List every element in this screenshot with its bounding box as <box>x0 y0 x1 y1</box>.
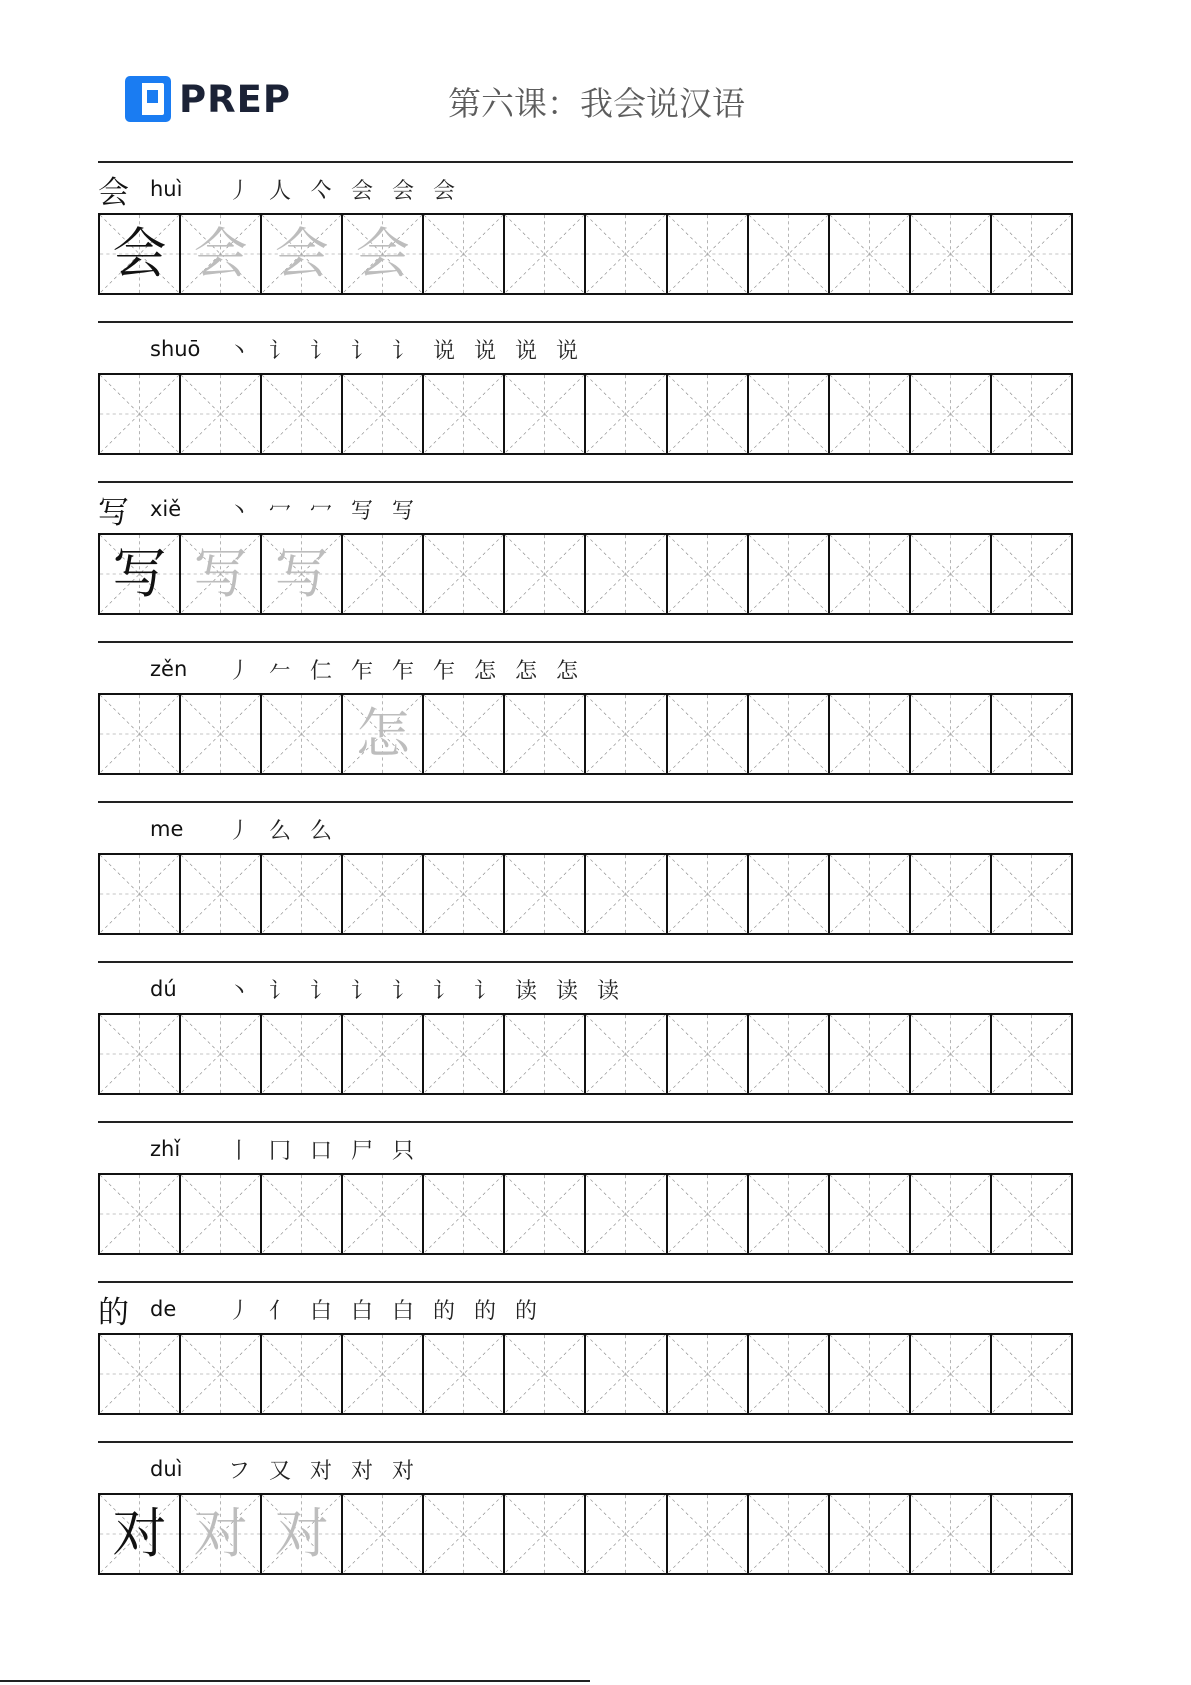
row-header <box>98 969 1073 1009</box>
writing-cell[interactable] <box>911 1175 992 1253</box>
cell-guide-lines <box>992 1335 1071 1413</box>
writing-cell[interactable] <box>181 1015 262 1093</box>
cell-guide-lines <box>668 1495 747 1573</box>
trace-character: 对 <box>274 1502 329 1565</box>
row-divider <box>98 1441 1073 1443</box>
model-character: 写 <box>112 542 167 605</box>
writing-cell[interactable] <box>343 1015 424 1093</box>
writing-grid <box>98 533 1073 615</box>
writing-cell[interactable] <box>100 535 181 613</box>
cell-guide-lines <box>749 215 828 293</box>
cell-guide-lines <box>911 695 990 773</box>
row-character: 的 <box>98 1294 129 1331</box>
cell-guide-lines <box>424 1495 503 1573</box>
writing-cell[interactable] <box>830 215 911 293</box>
cell-guide-lines <box>911 1495 990 1573</box>
cell-guide-lines <box>830 695 909 773</box>
cell-guide-lines <box>830 215 909 293</box>
writing-cell[interactable] <box>586 375 667 453</box>
writing-cell[interactable] <box>668 215 749 293</box>
trace-character: 会 <box>274 222 329 285</box>
trace-character: 怎 <box>355 702 410 765</box>
cell-guide-lines <box>749 1015 828 1093</box>
cell-guide-lines <box>505 535 584 613</box>
cell-guide-lines <box>343 375 422 453</box>
cell-guide-lines <box>830 1335 909 1413</box>
cell-guide-lines <box>911 1015 990 1093</box>
writing-cell[interactable] <box>181 695 262 773</box>
writing-cell[interactable] <box>343 215 424 293</box>
writing-cell[interactable] <box>181 1495 262 1573</box>
row-stroke-order: 丶 讠 讠 讠 讠 说 说 说 说 <box>228 338 584 364</box>
cell-guide-lines <box>262 695 341 773</box>
cell-guide-lines <box>424 855 503 933</box>
writing-cell[interactable] <box>586 695 667 773</box>
row-divider <box>98 641 1073 643</box>
page-title: 第六课：我会说汉语 <box>448 84 745 123</box>
writing-grid <box>98 693 1073 775</box>
row-pinyin: dú <box>150 977 177 1001</box>
writing-cell[interactable] <box>424 215 505 293</box>
writing-cell[interactable] <box>749 375 830 453</box>
cell-guide-lines <box>262 375 341 453</box>
cell-guide-lines <box>749 535 828 613</box>
writing-cell[interactable] <box>343 855 424 933</box>
writing-cell[interactable] <box>424 1495 505 1573</box>
writing-cell[interactable] <box>343 1335 424 1413</box>
cell-guide-lines <box>668 215 747 293</box>
row-divider <box>98 961 1073 963</box>
cell-guide-lines <box>911 1335 990 1413</box>
writing-cell[interactable] <box>505 215 586 293</box>
row-stroke-order: 丶 冖 冖 写 写 <box>228 498 420 524</box>
writing-cell[interactable] <box>992 855 1073 933</box>
cell-guide-lines <box>586 695 665 773</box>
practice-row <box>98 961 1073 1121</box>
cell-guide-lines <box>668 1015 747 1093</box>
cell-guide-lines <box>992 1175 1071 1253</box>
writing-cell[interactable] <box>262 1495 343 1573</box>
row-divider <box>98 161 1073 163</box>
cell-guide-lines <box>992 1495 1071 1573</box>
writing-cell[interactable] <box>992 1495 1073 1573</box>
cell-guide-lines <box>262 855 341 933</box>
cell-guide-lines <box>262 1335 341 1413</box>
writing-cell[interactable] <box>830 1175 911 1253</box>
writing-cell[interactable] <box>668 375 749 453</box>
writing-cell[interactable] <box>262 375 343 453</box>
cell-guide-lines <box>424 1015 503 1093</box>
cell-guide-lines <box>992 1015 1071 1093</box>
writing-cell[interactable] <box>668 1175 749 1253</box>
cell-guide-lines <box>586 1495 665 1573</box>
cell-guide-lines <box>830 375 909 453</box>
writing-cell[interactable] <box>181 535 262 613</box>
practice-row <box>98 641 1073 801</box>
cell-guide-lines <box>911 1175 990 1253</box>
writing-cell[interactable] <box>586 535 667 613</box>
row-header <box>98 649 1073 689</box>
row-divider <box>98 801 1073 803</box>
cell-guide-lines <box>100 695 179 773</box>
cell-guide-lines <box>992 535 1071 613</box>
row-pinyin: de <box>150 1297 177 1321</box>
cell-guide-lines <box>830 855 909 933</box>
writing-grid <box>98 1013 1073 1095</box>
cell-guide-lines <box>343 1335 422 1413</box>
writing-cell[interactable] <box>911 1015 992 1093</box>
cell-guide-lines <box>343 1175 422 1253</box>
writing-cell[interactable] <box>911 1495 992 1573</box>
writing-cell[interactable] <box>992 535 1073 613</box>
logo-text: PREP <box>179 77 292 121</box>
cell-guide-lines <box>343 1495 422 1573</box>
cell-guide-lines <box>181 375 260 453</box>
writing-cell[interactable] <box>424 855 505 933</box>
writing-cell[interactable] <box>668 695 749 773</box>
writing-cell[interactable] <box>262 695 343 773</box>
cell-guide-lines <box>586 375 665 453</box>
writing-cell[interactable] <box>262 215 343 293</box>
row-divider <box>98 321 1073 323</box>
writing-cell[interactable] <box>505 1015 586 1093</box>
writing-cell[interactable] <box>668 1495 749 1573</box>
writing-cell[interactable] <box>749 695 830 773</box>
practice-rows <box>98 161 1073 1601</box>
writing-cell[interactable] <box>100 1175 181 1253</box>
writing-grid <box>98 1173 1073 1255</box>
writing-cell[interactable] <box>830 695 911 773</box>
writing-cell[interactable] <box>668 1335 749 1413</box>
writing-cell[interactable] <box>911 535 992 613</box>
row-header <box>98 1289 1073 1329</box>
cell-guide-lines <box>749 855 828 933</box>
cell-guide-lines <box>992 215 1071 293</box>
row-stroke-order: 丿 亻 白 白 白 的 的 的 <box>228 1298 543 1324</box>
row-character: 写 <box>98 494 129 531</box>
writing-grid <box>98 1493 1073 1575</box>
cell-guide-lines <box>343 855 422 933</box>
cell-guide-lines <box>749 1175 828 1253</box>
writing-cell[interactable] <box>505 695 586 773</box>
writing-cell[interactable] <box>262 1015 343 1093</box>
row-header <box>98 169 1073 209</box>
writing-cell[interactable] <box>749 1175 830 1253</box>
writing-cell[interactable] <box>992 375 1073 453</box>
writing-cell[interactable] <box>992 215 1073 293</box>
row-stroke-order: 丨 冂 口 尸 只 <box>228 1138 420 1164</box>
writing-cell[interactable] <box>749 535 830 613</box>
cell-guide-lines <box>668 695 747 773</box>
writing-cell[interactable] <box>505 535 586 613</box>
writing-cell[interactable] <box>586 1495 667 1573</box>
writing-cell[interactable] <box>749 1335 830 1413</box>
cell-guide-lines <box>505 215 584 293</box>
cell-guide-lines <box>586 855 665 933</box>
writing-cell[interactable] <box>100 375 181 453</box>
row-stroke-order: 丿 么 么 <box>228 818 338 844</box>
row-pinyin: zhǐ <box>150 1137 181 1161</box>
cell-guide-lines <box>586 215 665 293</box>
row-character: 会 <box>98 174 129 211</box>
writing-cell[interactable] <box>992 1175 1073 1253</box>
row-pinyin: xiě <box>150 497 182 521</box>
practice-row <box>98 1281 1073 1441</box>
cell-guide-lines <box>668 535 747 613</box>
cell-guide-lines <box>100 1335 179 1413</box>
cell-guide-lines <box>424 535 503 613</box>
cell-guide-lines <box>424 215 503 293</box>
cell-guide-lines <box>424 1335 503 1413</box>
writing-cell[interactable] <box>424 695 505 773</box>
writing-cell[interactable] <box>749 1015 830 1093</box>
row-stroke-order: 丶 讠 讠 讠 讠 讠 讠 读 读 读 <box>228 978 625 1004</box>
cell-guide-lines <box>181 855 260 933</box>
writing-cell[interactable] <box>749 215 830 293</box>
cell-guide-lines <box>505 695 584 773</box>
cell-guide-lines <box>181 1175 260 1253</box>
row-header <box>98 1129 1073 1169</box>
row-header <box>98 1449 1073 1489</box>
writing-cell[interactable] <box>100 1335 181 1413</box>
writing-cell[interactable] <box>100 695 181 773</box>
writing-cell[interactable] <box>911 375 992 453</box>
writing-cell[interactable] <box>830 855 911 933</box>
row-stroke-order: 丿 人 亽 会 会 会 <box>228 178 461 204</box>
trace-character: 会 <box>193 222 248 285</box>
writing-grid <box>98 1333 1073 1415</box>
writing-cell[interactable] <box>262 1175 343 1253</box>
writing-cell[interactable] <box>911 855 992 933</box>
trace-character: 会 <box>355 222 410 285</box>
writing-cell[interactable] <box>343 695 424 773</box>
model-character: 会 <box>112 222 167 285</box>
writing-grid <box>98 373 1073 455</box>
writing-cell[interactable] <box>505 375 586 453</box>
cell-guide-lines <box>424 375 503 453</box>
writing-cell[interactable] <box>586 1335 667 1413</box>
writing-cell[interactable] <box>586 855 667 933</box>
cell-guide-lines <box>668 1175 747 1253</box>
cell-guide-lines <box>586 1175 665 1253</box>
writing-cell[interactable] <box>992 1015 1073 1093</box>
writing-grid <box>98 213 1073 295</box>
cell-guide-lines <box>830 1495 909 1573</box>
writing-cell[interactable] <box>830 1015 911 1093</box>
writing-cell[interactable] <box>830 1495 911 1573</box>
cell-guide-lines <box>911 855 990 933</box>
writing-grid <box>98 853 1073 935</box>
row-divider <box>98 1281 1073 1283</box>
footer-divider <box>0 1680 590 1682</box>
page-header <box>0 0 1191 150</box>
row-header <box>98 809 1073 849</box>
writing-cell[interactable] <box>262 855 343 933</box>
writing-cell[interactable] <box>100 855 181 933</box>
cell-guide-lines <box>586 535 665 613</box>
practice-row <box>98 1441 1073 1601</box>
cell-guide-lines <box>586 1015 665 1093</box>
row-header <box>98 329 1073 369</box>
writing-cell[interactable] <box>505 1335 586 1413</box>
writing-cell[interactable] <box>505 855 586 933</box>
cell-guide-lines <box>911 535 990 613</box>
prep-logo-icon <box>125 76 171 122</box>
writing-cell[interactable] <box>505 1175 586 1253</box>
cell-guide-lines <box>505 1495 584 1573</box>
row-pinyin: zěn <box>150 657 188 681</box>
trace-character: 写 <box>193 542 248 605</box>
cell-guide-lines <box>749 375 828 453</box>
row-pinyin: duì <box>150 1457 183 1481</box>
row-pinyin: huì <box>150 177 183 201</box>
writing-cell[interactable] <box>830 375 911 453</box>
cell-guide-lines <box>181 1335 260 1413</box>
writing-cell[interactable] <box>668 855 749 933</box>
practice-row <box>98 321 1073 481</box>
writing-cell[interactable] <box>181 1175 262 1253</box>
writing-cell[interactable] <box>911 695 992 773</box>
prep-logo <box>125 76 291 122</box>
row-divider <box>98 481 1073 483</box>
writing-cell[interactable] <box>586 1175 667 1253</box>
cell-guide-lines <box>181 695 260 773</box>
cell-guide-lines <box>992 695 1071 773</box>
writing-cell[interactable] <box>505 1495 586 1573</box>
cell-guide-lines <box>830 1175 909 1253</box>
writing-cell[interactable] <box>181 1335 262 1413</box>
cell-guide-lines <box>100 375 179 453</box>
cell-guide-lines <box>992 375 1071 453</box>
trace-character: 写 <box>274 542 329 605</box>
cell-guide-lines <box>505 1015 584 1093</box>
writing-cell[interactable] <box>424 375 505 453</box>
practice-row <box>98 801 1073 961</box>
cell-guide-lines <box>586 1335 665 1413</box>
writing-cell[interactable] <box>586 1015 667 1093</box>
writing-cell[interactable] <box>100 1495 181 1573</box>
cell-guide-lines <box>749 1495 828 1573</box>
row-stroke-order: 丿 𠂉 仁 乍 乍 乍 怎 怎 怎 <box>228 658 584 684</box>
cell-guide-lines <box>911 375 990 453</box>
cell-guide-lines <box>100 855 179 933</box>
cell-guide-lines <box>830 1015 909 1093</box>
writing-cell[interactable] <box>749 855 830 933</box>
writing-cell[interactable] <box>181 855 262 933</box>
practice-row <box>98 161 1073 321</box>
writing-cell[interactable] <box>100 215 181 293</box>
cell-guide-lines <box>505 855 584 933</box>
cell-guide-lines <box>505 1175 584 1253</box>
writing-cell[interactable] <box>424 1175 505 1253</box>
writing-cell[interactable] <box>749 1495 830 1573</box>
row-header <box>98 489 1073 529</box>
writing-cell[interactable] <box>262 535 343 613</box>
writing-cell[interactable] <box>586 215 667 293</box>
writing-cell[interactable] <box>668 1015 749 1093</box>
row-pinyin: me <box>150 817 184 841</box>
model-character: 对 <box>112 1502 167 1565</box>
cell-guide-lines <box>911 215 990 293</box>
writing-cell[interactable] <box>668 535 749 613</box>
cell-guide-lines <box>424 695 503 773</box>
cell-guide-lines <box>505 375 584 453</box>
writing-cell[interactable] <box>992 695 1073 773</box>
trace-character: 对 <box>193 1502 248 1565</box>
writing-cell[interactable] <box>343 535 424 613</box>
row-divider <box>98 1121 1073 1123</box>
cell-guide-lines <box>505 1335 584 1413</box>
cell-guide-lines <box>262 1015 341 1093</box>
cell-guide-lines <box>668 855 747 933</box>
writing-cell[interactable] <box>343 375 424 453</box>
cell-guide-lines <box>181 1015 260 1093</box>
writing-cell[interactable] <box>992 1335 1073 1413</box>
row-stroke-order: フ 又 对 对 对 <box>228 1458 420 1484</box>
writing-cell[interactable] <box>343 1175 424 1253</box>
cell-guide-lines <box>262 1175 341 1253</box>
cell-guide-lines <box>668 1335 747 1413</box>
cell-guide-lines <box>100 1015 179 1093</box>
cell-guide-lines <box>343 535 422 613</box>
writing-cell[interactable] <box>830 535 911 613</box>
writing-cell[interactable] <box>343 1495 424 1573</box>
writing-cell[interactable] <box>424 1335 505 1413</box>
cell-guide-lines <box>100 1175 179 1253</box>
writing-cell[interactable] <box>830 1335 911 1413</box>
cell-guide-lines <box>992 855 1071 933</box>
writing-cell[interactable] <box>100 1015 181 1093</box>
writing-cell[interactable] <box>424 535 505 613</box>
writing-cell[interactable] <box>424 1015 505 1093</box>
writing-cell[interactable] <box>181 375 262 453</box>
cell-guide-lines <box>749 1335 828 1413</box>
writing-cell[interactable] <box>911 1335 992 1413</box>
cell-guide-lines <box>424 1175 503 1253</box>
cell-guide-lines <box>343 1015 422 1093</box>
cell-guide-lines <box>668 375 747 453</box>
writing-cell[interactable] <box>181 215 262 293</box>
practice-row <box>98 481 1073 641</box>
row-pinyin: shuō <box>150 337 201 361</box>
practice-row <box>98 1121 1073 1281</box>
writing-cell[interactable] <box>262 1335 343 1413</box>
cell-guide-lines <box>830 535 909 613</box>
writing-cell[interactable] <box>911 215 992 293</box>
cell-guide-lines <box>749 695 828 773</box>
